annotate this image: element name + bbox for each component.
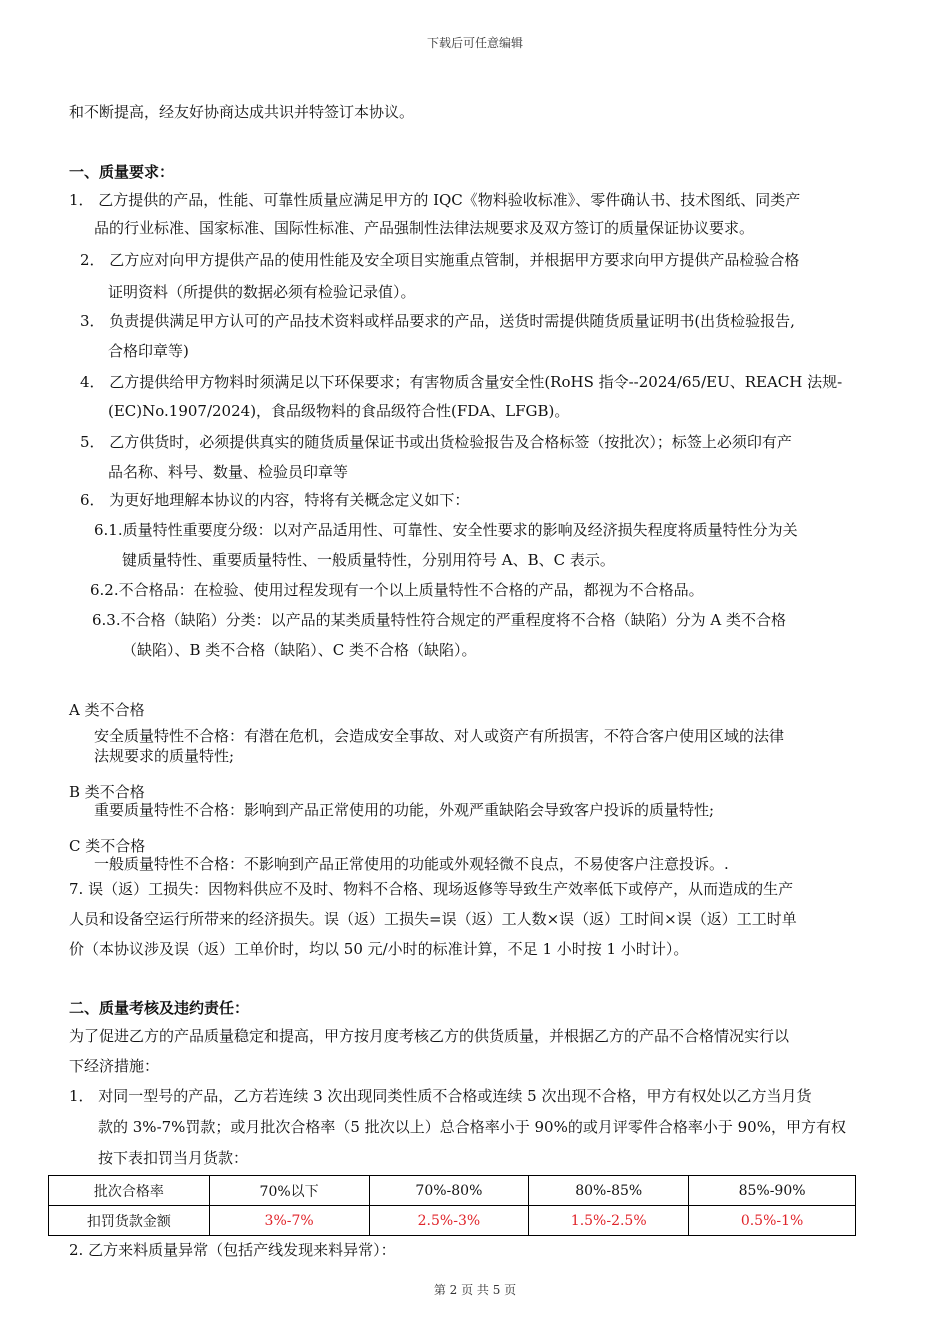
clause-7-line-3: 价（本协议涉及误（返）工单价时，均以 50 元/小时的标准计算，不足 1 小时按 1 小时计）。 (69, 940, 689, 958)
class-c-title: C 类不合格 (69, 837, 146, 855)
class-b-title: B 类不合格 (69, 783, 145, 801)
clause-7-line-1: 7. 误（返）工损失：因物料供应不及时、物料不合格、现场返修等导致生产效率低下或停产，从而造成的生产 (69, 880, 794, 898)
section-1-title: 一、质量要求： (69, 163, 175, 181)
clause-1-line-2: 品的行业标准、国家标准、国际性标准、产品强制性法律法规要求及双方签订的质量保证协议要求。 (94, 219, 755, 237)
table-cell: 3%-7% (209, 1206, 369, 1236)
table-cell: 0.5%-1% (689, 1206, 856, 1236)
table-header-cell: 批次合格率 (49, 1176, 210, 1206)
class-c-line: 一般质量特性不合格：不影响到产品正常使用的功能或外观轻微不良点，不易使客户注意投诉。. (94, 855, 729, 873)
page-footer: 第 2 页 共 5 页 (433, 1283, 517, 1297)
clause-4-line-1: 4． 乙方提供给甲方物料时须满足以下环保要求；有害物质含量安全性(RoHS 指令--2024/65/EU、REACH 法规- (80, 373, 843, 391)
clause-5-line-1: 5． 乙方供货时，必须提供真实的随货质量保证书或出货检验报告及合格标签（按批次）；标签上必须印有产 (80, 433, 792, 451)
table-cell: 1.5%-2.5% (529, 1206, 689, 1236)
clause-3-line-1: 3． 负责提供满足甲方认可的产品技术资料或样品要求的产品，送货时需提供随货质量证明书(出货检验报告, (80, 312, 795, 330)
penalty-clause-2: 2. 乙方来料质量异常（包括产线发现来料异常）： (69, 1241, 396, 1259)
penalty-clause-1-line-2: 款的 3%-7%罚款；或月批次合格率（5 批次以上）总合格率小于 90%的或月评零件合格率小于 90%，甲方有权 (98, 1118, 846, 1136)
table-row (49, 1206, 856, 1236)
table-cell: 2.5%-3% (369, 1206, 529, 1236)
clause-6-1-line-2: 键质量特性、重要质量特性、一般质量特性，分别用符号 A、B、C 表示。 (122, 551, 615, 569)
clause-4-line-2: (EC)No.1907/2024)，食品级物料的食品级符合性(FDA、LFGB)。 (108, 402, 570, 420)
class-a-line-1: 安全质量特性不合格：有潜在危机，会造成安全事故、对人或资产有所损害，不符合客户使用区域的法律 (94, 727, 785, 745)
clause-2-line-2: 证明资料（所提供的数据必须有检验记录值）。 (108, 283, 416, 301)
clause-3-line-2: 合格印章等) (108, 342, 189, 360)
class-a-title: A 类不合格 (69, 701, 145, 719)
page-header: 下载后可任意编辑 (426, 36, 523, 50)
clause-6-2: 6.2.不合格品：在检验、使用过程发现有一个以上质量特性不合格的产品，都视为不合格品。 (90, 581, 704, 599)
clause-6: 6． 为更好地理解本协议的内容，特将有关概念定义如下： (80, 491, 470, 509)
clause-5-line-2: 品名称、料号、数量、检验员印章等 (108, 463, 349, 481)
table-row (49, 1176, 856, 1206)
section-2-para-line-1: 为了促进乙方的产品质量稳定和提高，甲方按月度考核乙方的供货质量，并根据乙方的产品不合格情况实行以 (69, 1027, 790, 1045)
section-2-title: 二、质量考核及违约责任： (69, 999, 250, 1017)
clause-7-line-2: 人员和设备空运行所带来的经济损失。误（返）工损失=误（返）工人数×误（返）工时间×误（返）工工时单 (69, 910, 797, 928)
penalty-clause-1-line-1: 1． 对同一型号的产品，乙方若连续 3 次出现同类性质不合格或连续 5 次出现不合格，甲方有权处以乙方当月货 (69, 1087, 812, 1105)
table-cell: 70%以下 (209, 1176, 369, 1206)
class-b-line: 重要质量特性不合格：影响到产品正常使用的功能，外观严重缺陷会导致客户投诉的质量特性; (94, 801, 715, 819)
table-cell: 80%-85% (529, 1176, 689, 1206)
table-cell: 70%-80% (369, 1176, 529, 1206)
penalty-table (48, 1175, 856, 1236)
class-a-line-2: 法规要求的质量特性; (94, 747, 235, 765)
table-cell: 85%-90% (689, 1176, 856, 1206)
table-header-cell: 扣罚货款金额 (49, 1206, 210, 1236)
intro-text: 和不断提高，经友好协商达成共识并特签订本协议。 (69, 103, 415, 121)
clause-6-1-line-1: 6.1.质量特性重要度分级：以对产品适用性、可靠性、安全性要求的影响及经济损失程度将质量特性分为关 (94, 521, 798, 539)
section-2-para-line-2: 下经济措施： (69, 1057, 160, 1075)
clause-1-line-1: 1． 乙方提供的产品，性能、可靠性质量应满足甲方的 IQC《物料验收标准》、零件确认书、技术图纸、同类产 (69, 191, 801, 209)
clause-6-3-line-1: 6.3.不合格（缺陷）分类：以产品的某类质量特性符合规定的严重程度将不合格（缺陷）分为 A 类不合格 (92, 611, 786, 629)
penalty-clause-1-line-3: 按下表扣罚当月货款： (98, 1149, 249, 1167)
clause-6-3-line-2: （缺陷）、B 类不合格（缺陷）、C 类不合格（缺陷）。 (122, 641, 477, 659)
clause-2-line-1: 2． 乙方应对向甲方提供产品的使用性能及安全项目实施重点管制，并根据甲方要求向甲方提供产品检验合格 (80, 251, 800, 269)
